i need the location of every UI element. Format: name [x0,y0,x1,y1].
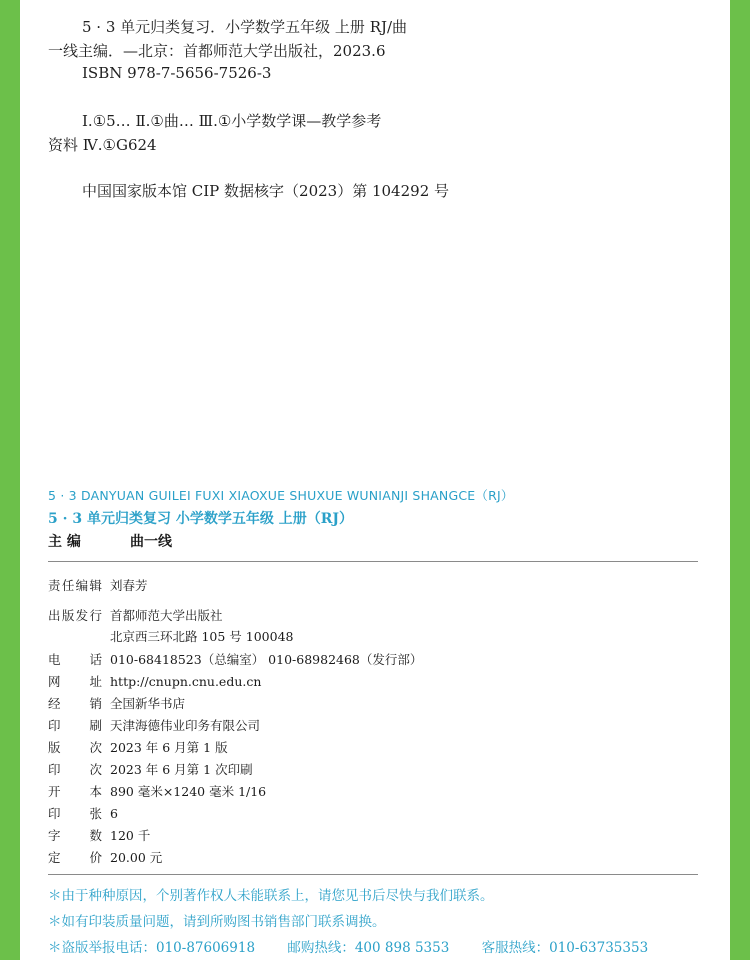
info-value: 890 毫米×1240 毫米 1/16 [110,784,267,799]
chief-editor [48,531,172,551]
info-label: 开 本 [48,784,102,799]
divider-top [48,561,698,562]
notice-hotlines [48,936,648,956]
copyright-page [20,0,730,960]
info-row [48,782,266,802]
notice-copyright: ＊由于种种原因，个别著作权人未能联系上，请您见书后尽快与我们联系。 [48,888,494,904]
cip-line-1: 5 · 3 单元归类复习．小学数学五年级 上册 RJ/曲 [82,18,408,36]
info-label: 电 话 [48,652,102,667]
info-label: 出版发行 [48,608,102,623]
info-value: http://cnupn.cnu.edu.cn [110,674,262,689]
left-green-border [0,0,20,960]
info-row [48,672,261,692]
right-green-border [730,0,750,960]
info-row [48,760,253,780]
info-label: 定 价 [48,850,102,865]
mail-order-hotline: 邮购热线：400 898 5353 [287,940,450,956]
info-row [48,606,223,626]
book-title-pinyin: 5 · 3 DANYUAN GUILEI FUXI XIAOXUE SHUXUE WUNIANJI SHANGCE（RJ） [48,488,514,503]
info-value: 刘春芳 [110,578,148,593]
info-value: 120 千 [110,828,151,843]
info-value: 010-68418523（总编室） 010-68982468（发行部） [110,652,423,667]
info-row [48,804,118,824]
info-value: 2023 年 6 月第 1 次印刷 [110,762,253,777]
info-row [48,848,162,868]
piracy-report-phone: ＊盗版举报电话：010-87606918 [48,940,256,956]
info-row [48,716,260,736]
info-value: 天津海德伟业印务有限公司 [110,718,261,733]
cip-line-4: Ⅰ.①5… Ⅱ.①曲… Ⅲ.①小学数学课—教学参考 [82,112,382,130]
info-label: 责任编辑 [48,578,102,593]
info-row [48,650,422,670]
notice-quality: ＊如有印装质量问题，请到所购图书销售部门联系调换。 [48,914,386,930]
info-label: 印 张 [48,806,102,821]
info-row [48,826,150,846]
info-label: 版 次 [48,740,102,755]
info-value: 北京西三环北路 105 号 100048 [110,629,294,644]
info-row [48,694,185,714]
info-value: 首都师范大学出版社 [110,608,223,623]
cip-number: 中国国家版本馆 CIP 数据核字（2023）第 104292 号 [82,182,450,200]
info-value: 20.00 元 [110,850,163,865]
info-label: 网 址 [48,674,102,689]
cip-line-5: 资料 Ⅳ.①G624 [48,136,157,154]
info-value: 全国新华书店 [110,696,186,711]
info-value: 2023 年 6 月第 1 版 [110,740,228,755]
info-value: 6 [110,806,118,821]
editor-name: 曲一线 [130,534,172,550]
cip-isbn: ISBN 978-7-5656-7526-3 [82,64,272,82]
info-label: 印 刷 [48,718,102,733]
book-title-chinese: 5 · 3 单元归类复习 小学数学五年级 上册（RJ） [48,511,353,527]
editor-label: 主 编 [48,534,81,550]
cip-line-2: 一线主编．—北京：首都师范大学出版社，2023.6 [48,42,386,60]
divider-bottom [48,874,698,875]
info-row [48,576,148,596]
customer-service-hotline: 客服热线：010-63735353 [481,940,649,956]
info-row [48,738,228,758]
info-label: 印 次 [48,762,102,777]
info-row [48,627,294,647]
info-label: 字 数 [48,828,102,843]
info-label: 经 销 [48,696,102,711]
